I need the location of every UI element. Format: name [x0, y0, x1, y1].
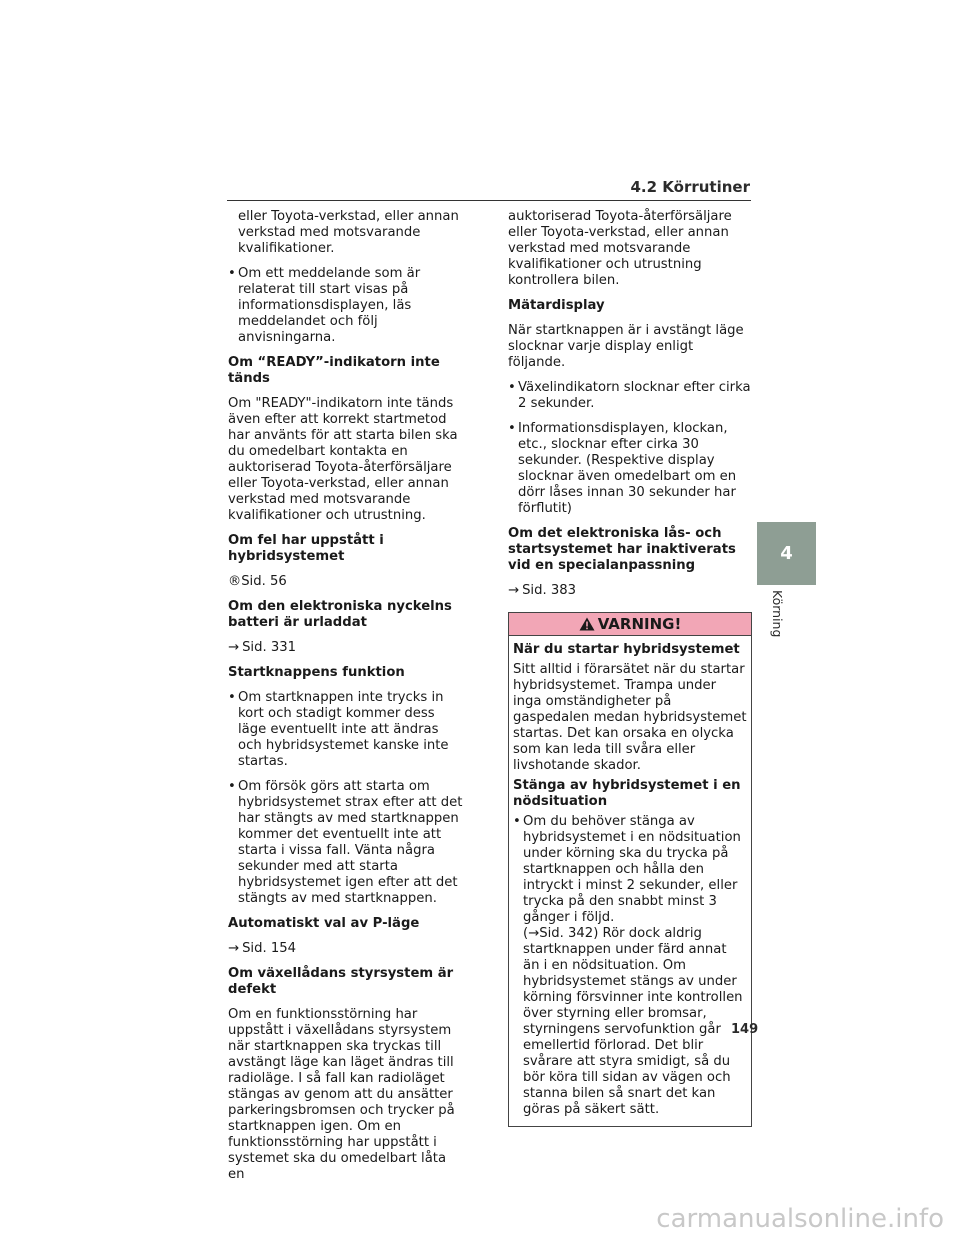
warning-heading-starting: När du startar hybridsystemet	[513, 642, 740, 657]
warning-body	[509, 636, 751, 1126]
paragraph-ready: Om "READY"-indikatorn inte tänds även efter att korrekt startmetod har använts för att starta bilen ska du omedelbart kontakta en auktoriserad Toyota-återförsäljare eller Toyota-verkstad, eller annan verkstad med motsvarande kvalifikationer och utrustning.	[228, 396, 458, 523]
warning-emergency-text-cont: Rör dock aldrig startknappen under färd annat än i en nödsituation. Om hybridsystemet stängs av under körning försvinner inte kontrollen över styrning eller bromsar, styrningens servofunktion går emellertid förlorad. Det blir svårare att styra smidigt, så du bör köra till sidan av vägen och stanna bilen så snart det kan göras på säkert sätt.	[523, 926, 743, 1117]
watermark: carmanualsonline.info	[656, 1204, 944, 1234]
bullet-glyph: •	[508, 421, 516, 436]
heading-lock-system: Om det elektroniska lås- och startsystemet har inaktiverats vid en specialanpassning	[508, 526, 736, 573]
bullet-glyph: •	[228, 779, 236, 794]
list-item	[228, 779, 464, 907]
heading-fault: Om fel har uppstått i hybridsystemet	[228, 533, 384, 564]
chapter-label: Körning	[770, 590, 785, 638]
list-item	[228, 690, 464, 770]
warning-triangle-icon	[579, 617, 595, 631]
warning-header	[509, 613, 751, 636]
page-reference[interactable]	[228, 941, 464, 957]
warning-emergency-text: Om du behöver stänga av hybridsystemet i en nödsituation under körning ska du trycka på startknappen och hålla den intryckt i minst 2 sekunder, eller trycka på den snabbt minst 3 gånger i följd.	[523, 814, 741, 925]
paragraph-continuation: auktoriserad Toyota-återförsäljare eller Toyota-verkstad, eller annan verkstad med motsvarande kvalifikationer och utrustning kontrollera bilen.	[508, 209, 732, 288]
close-paren: )	[593, 926, 599, 941]
header-divider	[227, 200, 751, 201]
page-reference[interactable]	[508, 583, 752, 599]
warning-heading-emergency: Stänga av hybridsystemet i en nödsituation	[513, 778, 741, 809]
arrow-icon: →	[508, 583, 520, 598]
page-reference[interactable]	[228, 574, 464, 590]
arrow-icon: →	[228, 640, 240, 655]
paragraph-meter-display: När startknappen är i avstängt läge slocknar varje display enligt följande.	[508, 323, 744, 370]
bullet-text: Växelindikatorn slocknar efter cirka 2 sekunder.	[518, 380, 751, 411]
bullet-text	[523, 814, 747, 1118]
bullet-glyph: •	[228, 266, 236, 281]
arrow-icon: →	[528, 926, 540, 941]
bullet-text: Om försök görs att starta om hybridsystemet strax efter att det har stängts av med startknappen kommer det eventuellt inte att starta i vissa fall. Vänta några sekunder med att starta hybridsystemet igen efter att det stängts av med startknappen.	[238, 779, 463, 906]
heading-battery: Om den elektroniska nyckelns batteri är urladdat	[228, 599, 452, 630]
right-column	[508, 209, 752, 1127]
left-column	[228, 209, 464, 1192]
heading-meter-display: Mätardisplay	[508, 298, 605, 313]
list-item	[508, 421, 752, 517]
warning-page-reference[interactable]: Sid. 342	[539, 926, 594, 941]
reference-symbol: ®	[228, 574, 242, 589]
arrow-icon: →	[228, 941, 240, 956]
section-title: 4.2 Körrutiner	[630, 178, 750, 196]
warning-box	[508, 612, 752, 1127]
list-item	[228, 266, 464, 346]
bullet-text: Informationsdisplayen, klockan, etc., slocknar efter cirka 30 sekunder. (Respektive display slocknar även omedelbart om en dörr låses innan 30 sekunder har förflutit)	[518, 421, 737, 516]
paragraph-shift-fault: Om en funktionsstörning har uppstått i växellådans styrsystem när startknappen ska tryckas till avstängt läge kan läget ändras till radioläge. I så fall kan radioläget stängas av genom att du ansätter parkeringsbromsen och trycker på startknappen igen. Om en funktionsstörning har uppstått i systemet ska du omedelbart låta en	[228, 1007, 455, 1182]
list-item	[513, 814, 747, 1118]
bullet-text: Om ett meddelande som är relaterat till start visas på informationsdisplayen, läs meddelandet och följ anvisningarna.	[238, 266, 421, 345]
open-paren: (	[523, 926, 529, 941]
warning-title: VARNING!	[597, 615, 682, 633]
reference-text: Sid. 56	[241, 574, 287, 589]
heading-start-button: Startknappens funktion	[228, 665, 405, 680]
warning-paragraph-starting: Sitt alltid i förarsätet när du startar hybridsystemet. Trampa under inga omständigheter på gaspedalen medan hybridsystemet startas. Det kan orsaka en olycka som kan leda till svåra eller livshotande skador.	[513, 662, 747, 773]
chapter-number: 4	[780, 543, 793, 564]
chapter-tab[interactable]	[757, 522, 816, 585]
heading-auto-p: Automatiskt val av P-läge	[228, 916, 420, 931]
list-item	[508, 380, 752, 412]
reference-text: Sid. 331	[242, 640, 297, 655]
reference-text: Sid. 383	[522, 583, 577, 598]
bullet-text: Om startknappen inte trycks in kort och stadigt kommer dess läge eventuellt inte att ändras och hybridsystemet kanske inte startas.	[238, 690, 449, 769]
bullet-glyph: •	[508, 380, 516, 395]
heading-shift-fault: Om växellådans styrsystem är defekt	[228, 966, 454, 997]
bullet-glyph: •	[513, 814, 521, 829]
heading-ready: Om “READY”-indikatorn inte tänds	[228, 355, 440, 386]
bullet-glyph: •	[228, 690, 236, 705]
reference-text: Sid. 154	[242, 941, 297, 956]
intro-continuation: eller Toyota-verkstad, eller annan verkstad med motsvarande kvalifikationer.	[238, 209, 459, 256]
page-reference[interactable]	[228, 640, 464, 656]
page-number: 149	[731, 1022, 759, 1037]
